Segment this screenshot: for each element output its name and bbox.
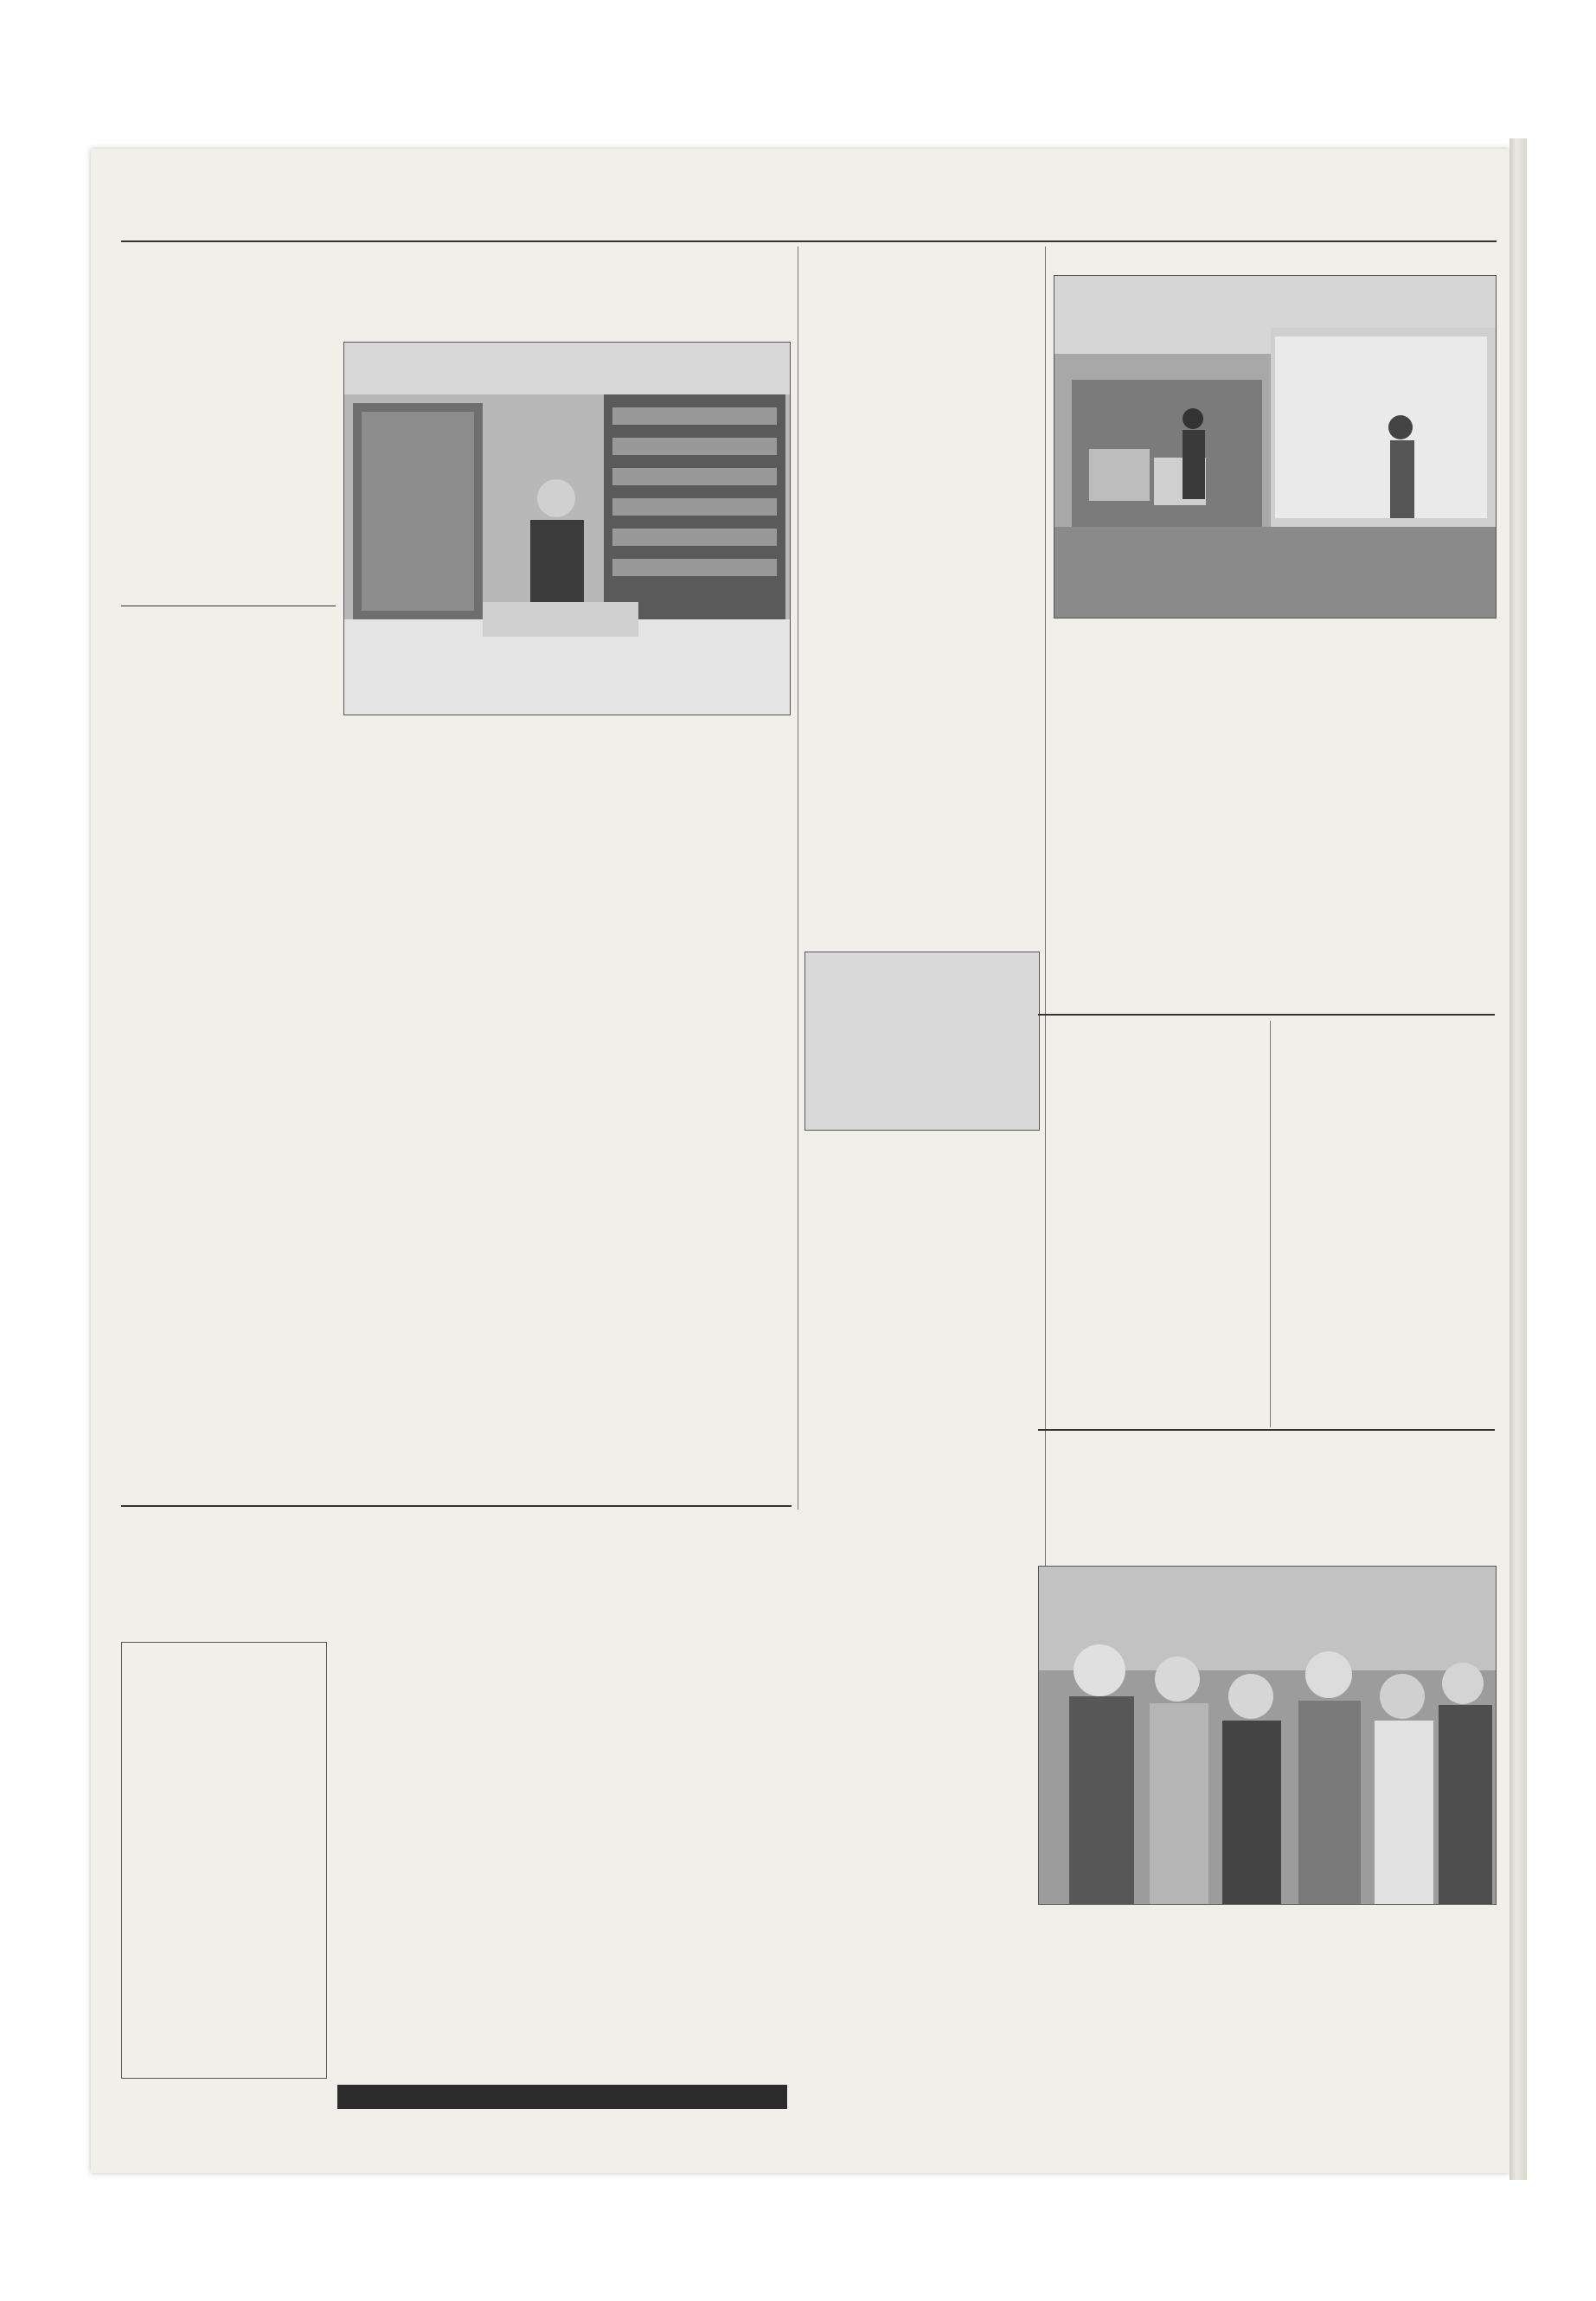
eigenhuis-body xyxy=(804,478,1038,945)
article-col2 xyxy=(343,748,555,1280)
colophon-box xyxy=(121,1642,327,2079)
klachten-body1 xyxy=(337,1903,562,1977)
floddertje-rule xyxy=(1038,1014,1495,1016)
turnsters-body xyxy=(804,1221,1038,1497)
turnsters-continued xyxy=(813,1635,1034,2111)
article-col1 xyxy=(121,612,336,1248)
dammen-intro xyxy=(1276,1066,1495,1119)
floddertje-col2 xyxy=(1276,744,1495,889)
klachten-col2b xyxy=(575,1821,800,1951)
cleaners-photo xyxy=(1038,1566,1497,1905)
shop-photo xyxy=(343,342,791,715)
afscheid-rule xyxy=(1038,1429,1495,1431)
advert-banner[interactable] xyxy=(337,2085,787,2109)
floddertje-lead xyxy=(1038,744,1263,881)
boog-body xyxy=(1038,1060,1263,1324)
column-divider-3 xyxy=(1270,1021,1271,1427)
eigenhuis-lead xyxy=(804,384,1038,475)
afscheid-body xyxy=(1038,1946,1263,2111)
header-rule xyxy=(121,240,1497,242)
dammen-body xyxy=(1276,1239,1495,1412)
article-col3 xyxy=(567,748,787,1497)
afscheid-col2 xyxy=(1276,1946,1495,2111)
article-col2b xyxy=(343,1302,555,1497)
page-edge xyxy=(1509,138,1527,2180)
section-rule xyxy=(121,1505,792,1507)
article-lead xyxy=(121,348,336,583)
floddertje-body1 xyxy=(1038,896,1263,1009)
klachten-lead xyxy=(337,1635,562,1899)
floddertje-col2b xyxy=(1276,905,1495,1009)
aid-photo xyxy=(1054,275,1497,619)
nieuws-promo xyxy=(804,952,1040,1131)
article-col1b xyxy=(121,1270,336,1497)
klachten-col2 xyxy=(575,1635,800,1804)
